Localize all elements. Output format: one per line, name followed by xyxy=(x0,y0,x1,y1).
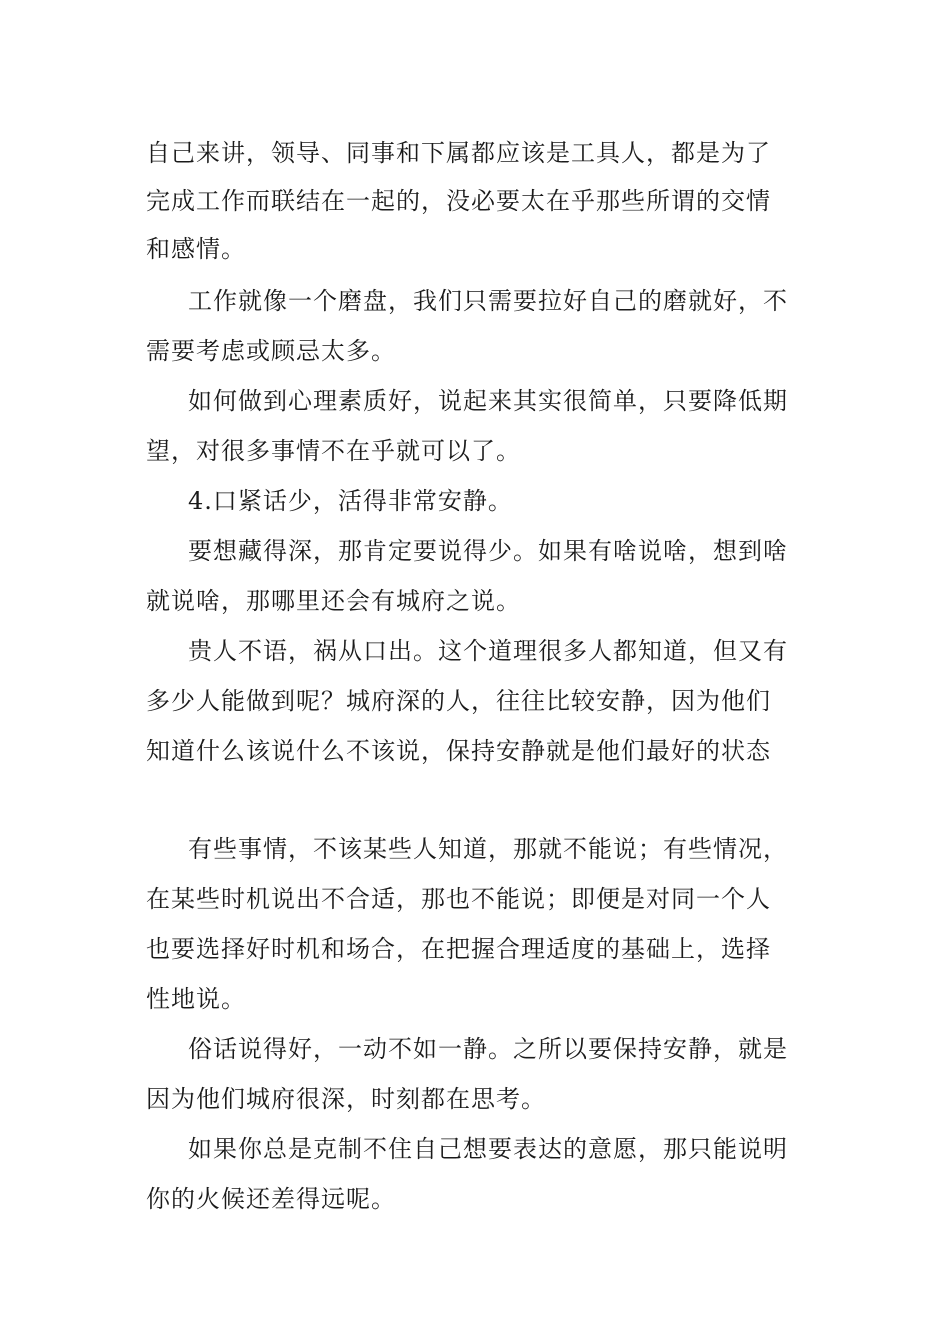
text-line: 自己来讲，领导、同事和下属都应该是工具人，都是为了 xyxy=(146,139,771,167)
text-line: 就说啥，那哪里还会有城府之说。 xyxy=(146,587,521,615)
paragraph-start-line: 俗话说得好，一动不如一静。之所以要保持安静，就是 xyxy=(188,1035,788,1063)
text-line: 你的火候还差得远呢。 xyxy=(146,1185,396,1213)
section-heading: 4.口紧话少，活得非常安静。 xyxy=(188,487,513,515)
text-line: 在某些时机说出不合适，那也不能说；即便是对同一个人 xyxy=(146,885,771,913)
text-line: 望，对很多事情不在乎就可以了。 xyxy=(146,437,521,465)
text-line: 知道什么该说什么不该说，保持安静就是他们最好的状态 xyxy=(146,737,771,765)
text-line: 性地说。 xyxy=(146,985,246,1013)
text-line: 也要选择好时机和场合，在把握合理适度的基础上，选择 xyxy=(146,935,771,963)
paragraph-start-line: 如何做到心理素质好，说起来其实很简单，只要降低期 xyxy=(188,387,788,415)
paragraph-start-line: 要想藏得深，那肯定要说得少。如果有啥说啥，想到啥 xyxy=(188,537,788,565)
paragraph-start-line: 贵人不语，祸从口出。这个道理很多人都知道，但又有 xyxy=(188,637,788,665)
text-line: 和感情。 xyxy=(146,235,246,263)
text-line: 因为他们城府很深，时刻都在思考。 xyxy=(146,1085,546,1113)
paragraph-start-line: 有些事情，不该某些人知道，那就不能说；有些情况， xyxy=(188,835,788,863)
text-line: 需要考虑或顾忌太多。 xyxy=(146,337,396,365)
text-line: 多少人能做到呢？城府深的人，往往比较安静，因为他们 xyxy=(146,687,771,715)
paragraph-start-line: 如果你总是克制不住自己想要表达的意愿，那只能说明 xyxy=(188,1135,788,1163)
paragraph-start-line: 工作就像一个磨盘，我们只需要拉好自己的磨就好，不 xyxy=(188,287,788,315)
text-line: 完成工作而联结在一起的，没必要太在乎那些所谓的交情 xyxy=(146,187,771,215)
